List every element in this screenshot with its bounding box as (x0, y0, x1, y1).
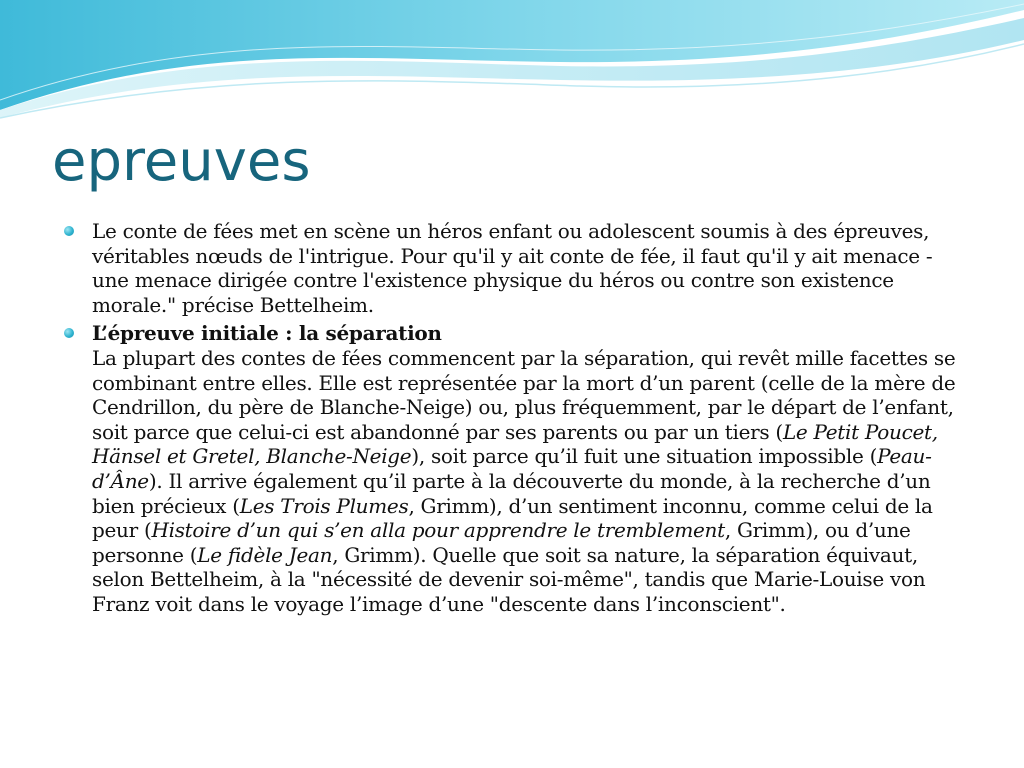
text-segment: , Grimm), d’un sentiment inconnu, comme celui de la peur ( (92, 493, 933, 543)
bullet-text-2 (92, 321, 964, 616)
text-segment: La plupart des contes de fées commencent par la séparation, qui revêt mille facettes se combinant entre elles. Elle est représentée par la mort d’un parent (celle de la mère de Cendrillon, du père de Blanche-Neige) ou, plus fréquemment, par le départ de l’enfant, soit parce que celui-ci est abandonné par ses parents ou par un tiers ( (92, 345, 956, 444)
bullet-dot-icon (64, 328, 74, 338)
bullet-item-2 (64, 321, 964, 616)
paragraph-body (92, 346, 955, 616)
text-segment: ), soit parce qu’il fuit une situation impossible ( (411, 444, 878, 469)
header-wave-decoration (0, 0, 1024, 130)
text-segment: , Grimm). Quelle que soit sa nature, la séparation équivaut, selon Bettelheim, à la "nécessité de devenir soi-même", tandis que Marie-Louise von Franz voit dans le voyage l’image d’une "descente dans l’inconscient". (92, 542, 926, 616)
title-reference: Histoire d’un qui s’en alla pour apprendre le tremblement (151, 518, 725, 543)
bullet-dot-icon (64, 226, 74, 236)
text-segment: ). Il arrive également qu’il parte à la découverte du monde, à la recherche d’un bien précieux ( (92, 468, 931, 518)
bullet-text-1: Le conte de fées met en scène un héros enfant ou adolescent soumis à des épreuves, véritables nœuds de l'intrigue. Pour qu'il y ait conte de fée, il faut qu'il y ait menace - une menace dirigée contre l'existence physique du héros ou contre son existence morale." précise Bettelheim. (92, 219, 933, 317)
title-reference: Le fidèle Jean (197, 542, 333, 567)
text-segment: , Grimm), ou d’une personne ( (92, 518, 911, 567)
slide-title: epreuves (52, 129, 311, 194)
section-heading: L’épreuve initiale : la séparation (92, 321, 442, 346)
slide-content (64, 219, 964, 621)
title-reference: Peau-d’Âne (92, 444, 932, 493)
title-reference: Le Petit Poucet, Hänsel et Gretel, Blanche-Neige (92, 419, 938, 469)
title-reference: Les Trois Plumes (239, 493, 409, 518)
bullet-item-1 (64, 219, 964, 317)
